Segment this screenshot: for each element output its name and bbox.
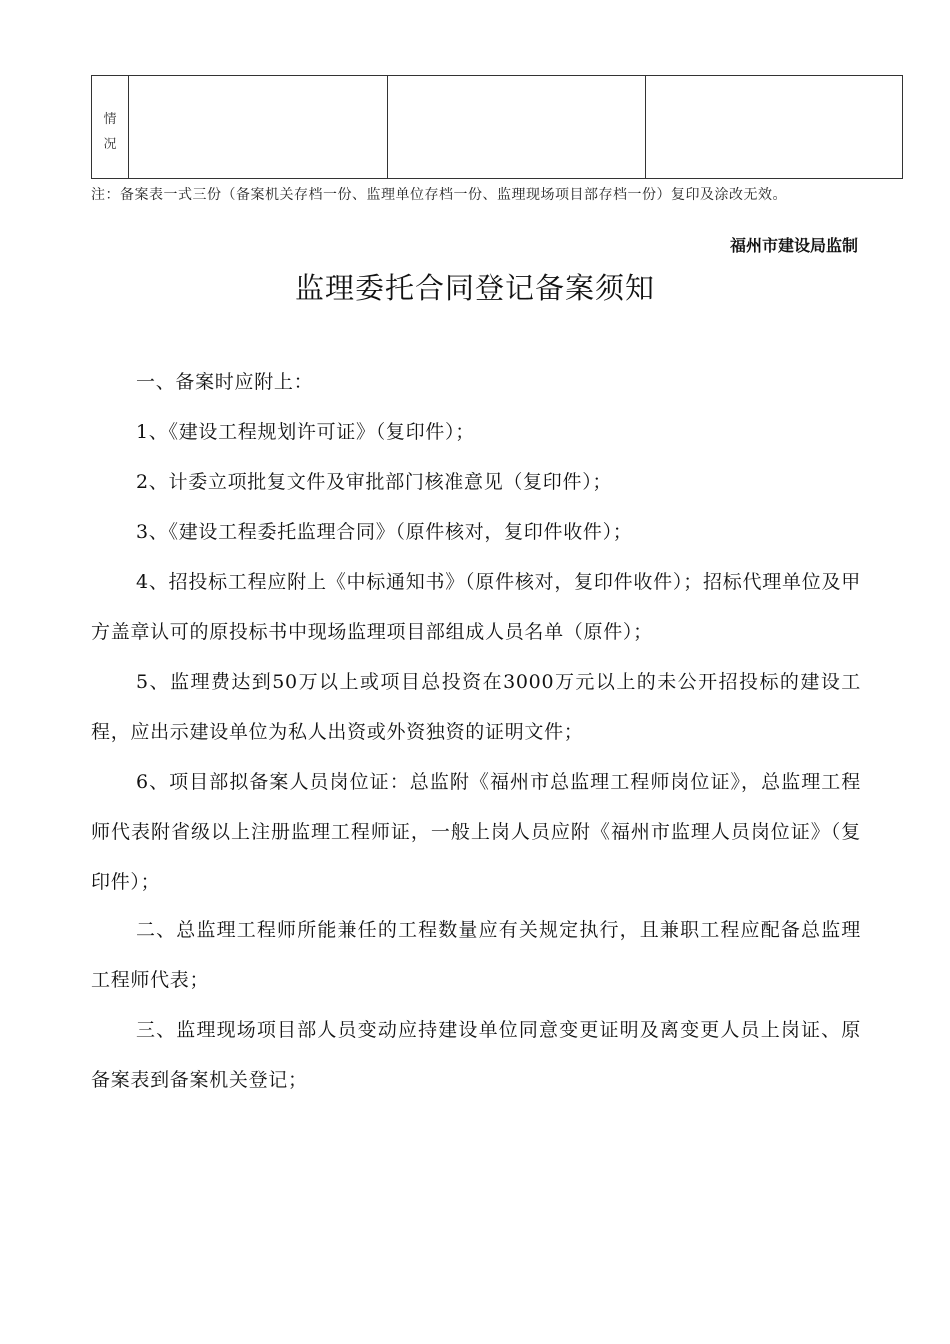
table-cell <box>388 76 646 178</box>
table-label-cell <box>92 76 129 178</box>
footnote: 注：备案表一式三份（备案机关存档一份、监理单位存档一份、监理现场项目部存档一份）复印及涂改无效。 <box>91 187 787 203</box>
list-item: 1、《建设工程规划许可证》（复印件）； <box>136 421 475 443</box>
table-label-char: 况 <box>103 137 117 152</box>
list-item: 2、计委立项批复文件及审批部门核准意见（复印件）； <box>136 471 613 493</box>
document-title: 监理委托合同登记备案须知 <box>294 271 655 305</box>
list-item: 4、招投标工程应附上《中标通知书》（原件核对，复印件收件）；招标代理单位及甲方盖章认可的原投标书中现场监理项目部组成人员名单（原件）； <box>91 571 861 643</box>
table-cell <box>129 76 388 178</box>
list-item: 5、监理费达到50万以上或项目总投资在3000万元以上的未公开招投标的建设工程，应出示建设单位为私人出资或外资独资的证明文件； <box>91 671 861 743</box>
section-heading: 二、总监理工程师所能兼任的工程数量应有关规定执行，且兼职工程应配备总监理工程师代表； <box>91 919 861 991</box>
record-table <box>91 75 903 179</box>
list-item: 3、《建设工程委托监理合同》（原件核对，复印件收件）； <box>136 521 633 543</box>
section-heading: 一、备案时应附上： <box>136 371 314 393</box>
table-label-char: 情 <box>103 112 117 127</box>
section-heading: 三、监理现场项目部人员变动应持建设单位同意变更证明及离变更人员上岗证、原备案表到备案机关登记； <box>91 1019 861 1091</box>
table-cell <box>646 76 902 178</box>
list-item: 6、项目部拟备案人员岗位证：总监附《福州市总监理工程师岗位证》，总监理工程师代表附省级以上注册监理工程师证，一般上岗人员应附《福州市监理人员岗位证》（复印件）； <box>91 771 861 893</box>
issuing-organization: 福州市建设局监制 <box>729 236 858 255</box>
